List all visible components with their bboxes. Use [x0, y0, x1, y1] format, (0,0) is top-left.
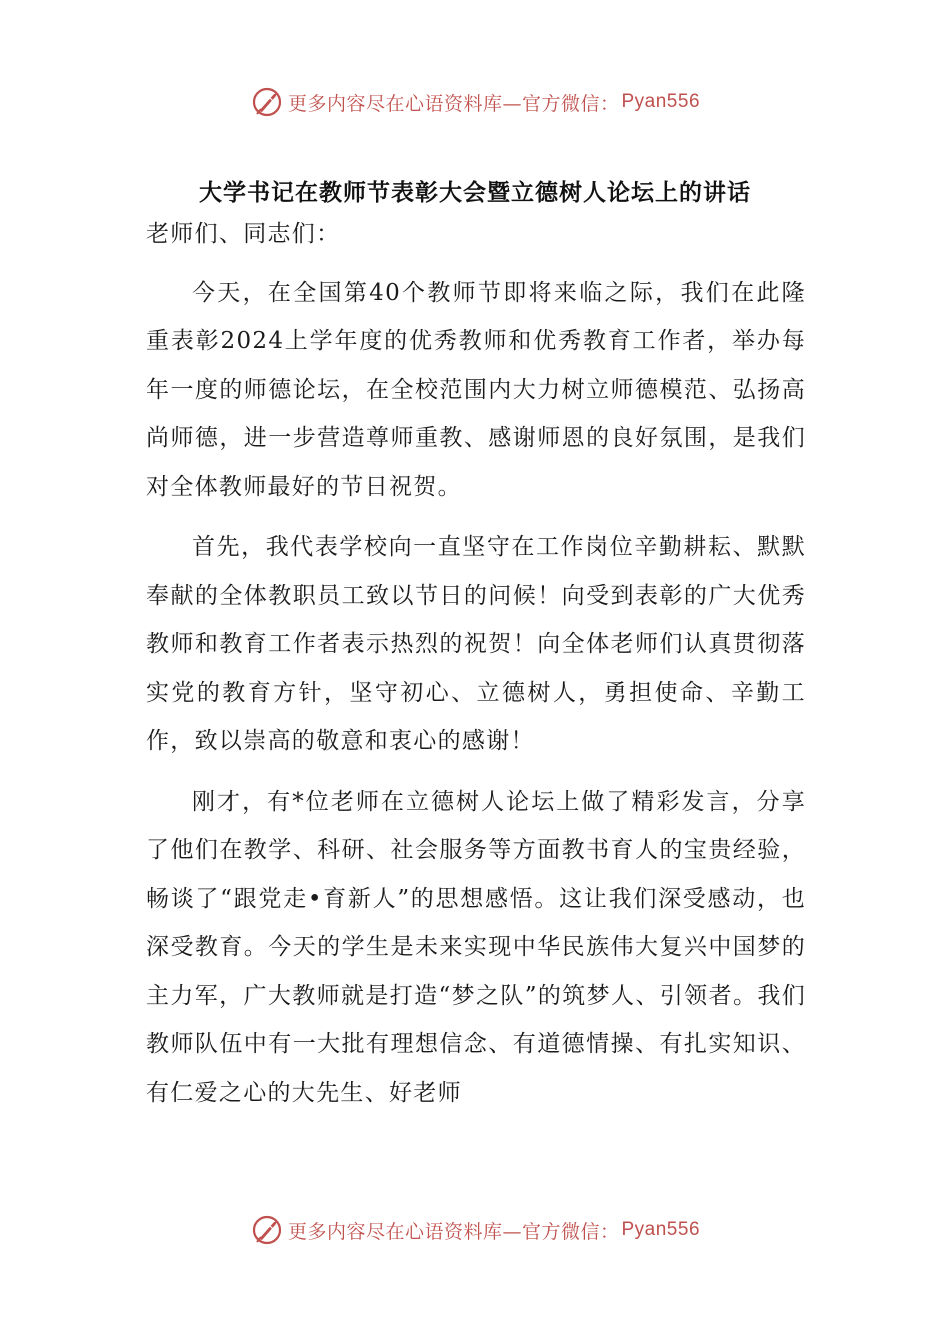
quill-pen-logo-icon [250, 1213, 284, 1247]
paragraph-3: 刚才，有*位老师在立德树人论坛上做了精彩发言，分享了他们在教学、科研、社会服务等方面教书育人的宝贵经验，畅谈了“跟党走•育新人”的思想感悟。这让我们深受感动，也深受教育。今天的学生是未来实现中华民族伟大复兴中国梦的主力军，广大教师就是打造“梦之队”的筑梦人、引领者。我们教师队伍中有一大批有理想信念、有道德情操、有扎实知识、有仁爱之心的大先生、好老师 [146, 788, 806, 1106]
document-title: 大学书记在教师节表彰大会暨立德树人论坛上的讲话 [199, 180, 751, 206]
document-body [146, 210, 806, 1129]
footer-watermark-banner [0, 1208, 950, 1252]
banner-wechat-id: Pyan556 [621, 91, 701, 112]
banner-text: 更多内容尽在心语资料库—官方微信： [287, 92, 620, 115]
banner-wechat-id: Pyan556 [621, 1219, 701, 1240]
quill-pen-logo-icon [250, 85, 284, 119]
paragraph-1: 今天，在全国第40个教师节即将来临之际，我们在此隆重表彰2024上学年度的优秀教师和优秀教育工作者，举办每年一度的师德论坛，在全校范围内大力树立师德模范、弘扬高尚师德，进一步营造尊师重教、感谢师恩的良好氛围，是我们对全体教师最好的节日祝贺。 [146, 279, 806, 500]
paragraph-2: 首先，我代表学校向一直坚守在工作岗位辛勤耕耘、默默奉献的全体教职员工致以节日的问候！向受到表彰的广大优秀教师和教育工作者表示热烈的祝贺！向全体老师们认真贯彻落实党的教育方针，坚守初心、立德树人，勇担使命、辛勤工作，致以崇高的敬意和衷心的感谢！ [146, 534, 806, 754]
header-watermark-banner [0, 80, 950, 124]
banner-text: 更多内容尽在心语资料库—官方微信： [287, 1220, 620, 1243]
salutation: 老师们、同志们： [146, 221, 341, 247]
